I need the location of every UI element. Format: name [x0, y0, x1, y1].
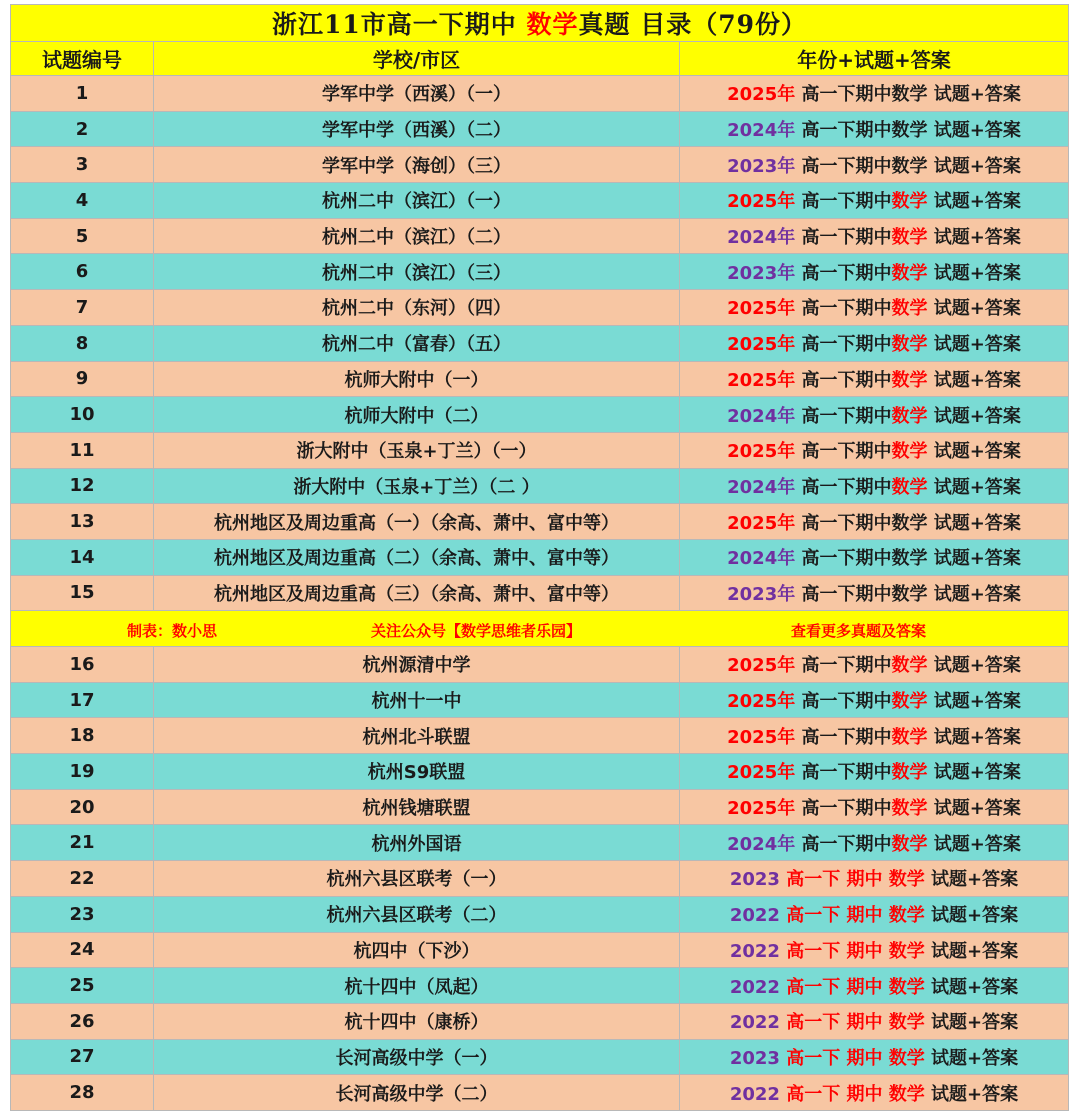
- school-name: 杭州源清中学: [154, 647, 680, 683]
- table-row[interactable]: [11, 325, 1069, 361]
- school-name: 杭州二中（滨江）（一）: [154, 183, 680, 219]
- table-row[interactable]: [11, 432, 1069, 468]
- exam-year: 2023年: [727, 583, 796, 605]
- exam-tail: 试题+答案: [924, 1083, 1019, 1105]
- exam-desc: 高一下期中: [795, 191, 892, 213]
- exam-tail: 试题+答案: [924, 1047, 1019, 1069]
- exam-tail: 试题+答案: [927, 191, 1021, 213]
- exam-desc: 高一下期中数学: [795, 84, 928, 106]
- exam-link[interactable]: [680, 325, 1069, 361]
- exam-tail: 试题+答案: [924, 905, 1019, 927]
- exam-tail: 试题+答案: [927, 798, 1021, 820]
- table-row[interactable]: [11, 682, 1069, 718]
- table-row[interactable]: [11, 468, 1069, 504]
- table-row[interactable]: [11, 183, 1069, 219]
- catalog-table: [10, 4, 1069, 1111]
- exam-tail: 试题+答案: [927, 155, 1021, 177]
- exam-number: 13: [11, 504, 154, 540]
- table-row[interactable]: [11, 718, 1069, 754]
- exam-subject: 数学: [891, 262, 928, 284]
- exam-year: 2022: [729, 905, 780, 927]
- exam-link[interactable]: [680, 575, 1069, 611]
- table-row[interactable]: [11, 825, 1069, 861]
- exam-tail: 试题+答案: [927, 655, 1021, 677]
- exam-link[interactable]: [680, 432, 1069, 468]
- exam-tail: 试题+答案: [927, 84, 1021, 106]
- header-number: 试题编号: [11, 42, 154, 76]
- table-row[interactable]: [11, 76, 1069, 112]
- header-school: 学校/市区: [154, 42, 680, 76]
- exam-year: 2025年: [727, 84, 796, 106]
- title-prefix: 浙江11市高一下期中: [271, 10, 527, 39]
- exam-number: 28: [11, 1075, 154, 1111]
- exam-subject: 数学: [891, 691, 928, 713]
- exam-desc: 高一下期中: [795, 227, 892, 249]
- exam-subject: 数学: [891, 655, 928, 677]
- exam-desc: 高一下期中: [795, 798, 892, 820]
- exam-year: 2023: [729, 1047, 780, 1069]
- exam-year: 2025年: [727, 655, 796, 677]
- school-name: 杭州六县区联考（一）: [154, 861, 680, 897]
- school-name: 杭州二中（滨江）（三）: [154, 254, 680, 290]
- exam-link[interactable]: [680, 111, 1069, 147]
- school-name: 浙大附中（玉泉+丁兰）（一）: [154, 432, 680, 468]
- table-row[interactable]: [11, 1039, 1069, 1075]
- exam-subject: 数学: [891, 726, 928, 748]
- exam-desc: 高一下期中: [795, 476, 892, 498]
- exam-year: 2024年: [727, 833, 796, 855]
- exam-desc: 高一下期中: [795, 691, 892, 713]
- exam-number: 19: [11, 754, 154, 790]
- exam-link[interactable]: [680, 1075, 1069, 1111]
- exam-tail: 试题+答案: [927, 476, 1021, 498]
- exam-desc: 高一下 期中 数学: [779, 1083, 925, 1105]
- exam-year: 2025年: [727, 191, 796, 213]
- exam-number: 14: [11, 539, 154, 575]
- school-name: 杭州六县区联考（二）: [154, 896, 680, 932]
- exam-desc: 高一下期中数学: [795, 155, 928, 177]
- header-exam: 年份+试题+答案: [680, 42, 1069, 76]
- exam-tail: 试题+答案: [927, 548, 1021, 570]
- exam-link[interactable]: [680, 647, 1069, 683]
- exam-number: 16: [11, 647, 154, 683]
- school-name: 杭州北斗联盟: [154, 718, 680, 754]
- exam-tail: 试题+答案: [924, 976, 1019, 998]
- exam-year: 2025年: [727, 798, 796, 820]
- exam-desc: 高一下期中: [795, 833, 892, 855]
- exam-number: 17: [11, 682, 154, 718]
- exam-tail: 试题+答案: [927, 441, 1021, 463]
- school-name: 杭州S9联盟: [154, 754, 680, 790]
- exam-desc: 高一下期中: [795, 655, 892, 677]
- exam-desc: 高一下期中: [795, 441, 892, 463]
- school-name: 杭四中（下沙）: [154, 932, 680, 968]
- exam-year: 2023年: [727, 262, 796, 284]
- table-row[interactable]: [11, 218, 1069, 254]
- exam-desc: 高一下期中数学: [795, 548, 928, 570]
- table-row[interactable]: [11, 290, 1069, 326]
- table-row[interactable]: [11, 647, 1069, 683]
- exam-year: 2023年: [727, 155, 796, 177]
- exam-year: 2024年: [727, 405, 796, 427]
- exam-subject: 数学: [891, 298, 928, 320]
- exam-link[interactable]: [680, 290, 1069, 326]
- exam-subject: 数学: [891, 476, 928, 498]
- exam-desc: 高一下期中: [795, 762, 892, 784]
- exam-tail: 试题+答案: [927, 262, 1021, 284]
- exam-tail: 试题+答案: [927, 227, 1021, 249]
- exam-year: 2025年: [727, 726, 796, 748]
- exam-subject: 数学: [891, 191, 928, 213]
- table-row[interactable]: [11, 968, 1069, 1004]
- exam-tail: 试题+答案: [927, 334, 1021, 356]
- exam-tail: 试题+答案: [927, 298, 1021, 320]
- exam-tail: 试题+答案: [927, 405, 1021, 427]
- exam-link[interactable]: [680, 718, 1069, 754]
- exam-tail: 试题+答案: [927, 120, 1021, 142]
- exam-link[interactable]: [680, 76, 1069, 112]
- page-title: [11, 5, 1069, 42]
- exam-year: 2025年: [727, 512, 796, 534]
- school-name: 杭州二中（滨江）（二）: [154, 218, 680, 254]
- table-row[interactable]: [11, 147, 1069, 183]
- exam-link[interactable]: [680, 1003, 1069, 1039]
- exam-subject: 数学: [891, 833, 928, 855]
- exam-desc: 高一下期中: [795, 334, 892, 356]
- exam-desc: 高一下期中: [795, 369, 892, 391]
- notice-row: [11, 611, 1069, 647]
- exam-tail: 试题+答案: [927, 833, 1021, 855]
- exam-year: 2023: [729, 869, 780, 891]
- table-row[interactable]: [11, 539, 1069, 575]
- exam-number: 26: [11, 1003, 154, 1039]
- school-name: 杭师大附中（二）: [154, 397, 680, 433]
- exam-number: 5: [11, 218, 154, 254]
- exam-year: 2022: [729, 1012, 780, 1034]
- table-row[interactable]: [11, 754, 1069, 790]
- exam-desc: 高一下 期中 数学: [779, 976, 925, 998]
- exam-number: 8: [11, 325, 154, 361]
- exam-subject: 数学: [891, 441, 928, 463]
- school-name: 杭州二中（东河）（四）: [154, 290, 680, 326]
- exam-year: 2022: [729, 1083, 780, 1105]
- school-name: 学军中学（西溪）（一）: [154, 76, 680, 112]
- exam-number: 11: [11, 432, 154, 468]
- table-row[interactable]: [11, 254, 1069, 290]
- exam-number: 12: [11, 468, 154, 504]
- exam-year: 2022: [729, 940, 780, 962]
- table-row[interactable]: [11, 575, 1069, 611]
- exam-number: 24: [11, 932, 154, 968]
- exam-desc: 高一下期中: [795, 298, 892, 320]
- exam-tail: 试题+答案: [924, 869, 1019, 891]
- table-row[interactable]: [11, 1075, 1069, 1111]
- exam-year: 2025年: [727, 691, 796, 713]
- notice-cell: [11, 611, 1069, 647]
- exam-number: 2: [11, 111, 154, 147]
- exam-year: 2025年: [727, 298, 796, 320]
- exam-desc: 高一下期中数学: [795, 120, 928, 142]
- exam-link[interactable]: [680, 754, 1069, 790]
- school-name: 杭州地区及周边重高（一）（余高、萧中、富中等）: [154, 504, 680, 540]
- school-name: 浙大附中（玉泉+丁兰）（二 ）: [154, 468, 680, 504]
- exam-link[interactable]: [680, 682, 1069, 718]
- table-row[interactable]: [11, 111, 1069, 147]
- table-row[interactable]: [11, 504, 1069, 540]
- header-row: [11, 42, 1069, 76]
- exam-link[interactable]: [680, 218, 1069, 254]
- exam-number: 21: [11, 825, 154, 861]
- title-row: [11, 5, 1069, 42]
- exam-link[interactable]: [680, 1039, 1069, 1075]
- exam-number: 1: [11, 76, 154, 112]
- school-name: 杭十四中（康桥）: [154, 1003, 680, 1039]
- exam-link[interactable]: [680, 968, 1069, 1004]
- exam-number: 7: [11, 290, 154, 326]
- exam-link[interactable]: [680, 789, 1069, 825]
- exam-subject: 数学: [891, 405, 928, 427]
- exam-desc: 高一下 期中 数学: [779, 940, 925, 962]
- exam-desc: 高一下 期中 数学: [779, 1012, 925, 1034]
- exam-desc: 高一下期中数学: [795, 583, 928, 605]
- exam-link[interactable]: [680, 825, 1069, 861]
- exam-desc: 高一下期中: [795, 726, 892, 748]
- exam-link[interactable]: [680, 932, 1069, 968]
- table-row[interactable]: [11, 361, 1069, 397]
- exam-year: 2024年: [727, 120, 796, 142]
- exam-year: 2025年: [727, 762, 796, 784]
- table-row[interactable]: [11, 397, 1069, 433]
- school-name: 长河高级中学（一）: [154, 1039, 680, 1075]
- exam-subject: 数学: [891, 369, 928, 391]
- exam-link[interactable]: [680, 147, 1069, 183]
- exam-number: 22: [11, 861, 154, 897]
- notice-more[interactable]: 查看更多真题及答案: [791, 621, 927, 640]
- exam-year: 2022: [729, 976, 780, 998]
- exam-subject: 数学: [891, 334, 928, 356]
- notice-content: [11, 612, 1068, 646]
- school-name: 杭师大附中（一）: [154, 361, 680, 397]
- notice-maker: 制表：数小思: [127, 621, 218, 640]
- school-name: 学军中学（西溪）（二）: [154, 111, 680, 147]
- exam-number: 23: [11, 896, 154, 932]
- title-highlight: 数学: [526, 10, 579, 39]
- exam-number: 15: [11, 575, 154, 611]
- exam-number: 20: [11, 789, 154, 825]
- school-name: 学军中学（海创）（三）: [154, 147, 680, 183]
- exam-tail: 试题+答案: [927, 691, 1021, 713]
- exam-tail: 试题+答案: [924, 940, 1019, 962]
- exam-number: 4: [11, 183, 154, 219]
- catalog-sheet: [10, 4, 1068, 1111]
- catalog-body: [11, 5, 1069, 1111]
- exam-link[interactable]: [680, 183, 1069, 219]
- exam-link[interactable]: [680, 468, 1069, 504]
- title-suffix: 真题 目录（79份）: [578, 10, 807, 39]
- exam-subject: 数学: [891, 762, 928, 784]
- exam-number: 9: [11, 361, 154, 397]
- table-row[interactable]: [11, 932, 1069, 968]
- exam-desc: 高一下期中数学: [795, 512, 928, 534]
- table-row[interactable]: [11, 896, 1069, 932]
- exam-number: 10: [11, 397, 154, 433]
- exam-link[interactable]: [680, 504, 1069, 540]
- exam-desc: 高一下 期中 数学: [779, 905, 925, 927]
- school-name: 杭十四中（凤起）: [154, 968, 680, 1004]
- exam-link[interactable]: [680, 397, 1069, 433]
- exam-tail: 试题+答案: [927, 512, 1021, 534]
- exam-number: 25: [11, 968, 154, 1004]
- exam-subject: 数学: [891, 798, 928, 820]
- exam-year: 2024年: [727, 227, 796, 249]
- exam-link[interactable]: [680, 539, 1069, 575]
- exam-tail: 试题+答案: [927, 583, 1021, 605]
- notice-follow[interactable]: 关注公众号【数学思维者乐园】: [371, 621, 582, 640]
- exam-year: 2025年: [727, 369, 796, 391]
- school-name: 杭州钱塘联盟: [154, 789, 680, 825]
- exam-desc: 高一下 期中 数学: [779, 869, 925, 891]
- school-name: 杭州地区及周边重高（二）（余高、萧中、富中等）: [154, 539, 680, 575]
- exam-link[interactable]: [680, 254, 1069, 290]
- exam-tail: 试题+答案: [927, 726, 1021, 748]
- exam-desc: 高一下期中: [795, 262, 892, 284]
- exam-link[interactable]: [680, 896, 1069, 932]
- school-name: 杭州外国语: [154, 825, 680, 861]
- exam-year: 2025年: [727, 441, 796, 463]
- exam-year: 2025年: [727, 334, 796, 356]
- exam-tail: 试题+答案: [927, 369, 1021, 391]
- exam-link[interactable]: [680, 361, 1069, 397]
- exam-number: 6: [11, 254, 154, 290]
- table-row[interactable]: [11, 861, 1069, 897]
- exam-year: 2024年: [727, 476, 796, 498]
- school-name: 杭州二中（富春）（五）: [154, 325, 680, 361]
- exam-year: 2024年: [727, 548, 796, 570]
- school-name: 长河高级中学（二）: [154, 1075, 680, 1111]
- table-row[interactable]: [11, 1003, 1069, 1039]
- exam-desc: 高一下 期中 数学: [779, 1047, 925, 1069]
- exam-link[interactable]: [680, 861, 1069, 897]
- exam-desc: 高一下期中: [795, 405, 892, 427]
- exam-subject: 数学: [891, 227, 928, 249]
- school-name: 杭州地区及周边重高（三）（余高、萧中、富中等）: [154, 575, 680, 611]
- exam-tail: 试题+答案: [924, 1012, 1019, 1034]
- school-name: 杭州十一中: [154, 682, 680, 718]
- exam-number: 18: [11, 718, 154, 754]
- exam-number: 3: [11, 147, 154, 183]
- exam-number: 27: [11, 1039, 154, 1075]
- exam-tail: 试题+答案: [927, 762, 1021, 784]
- table-row[interactable]: [11, 789, 1069, 825]
